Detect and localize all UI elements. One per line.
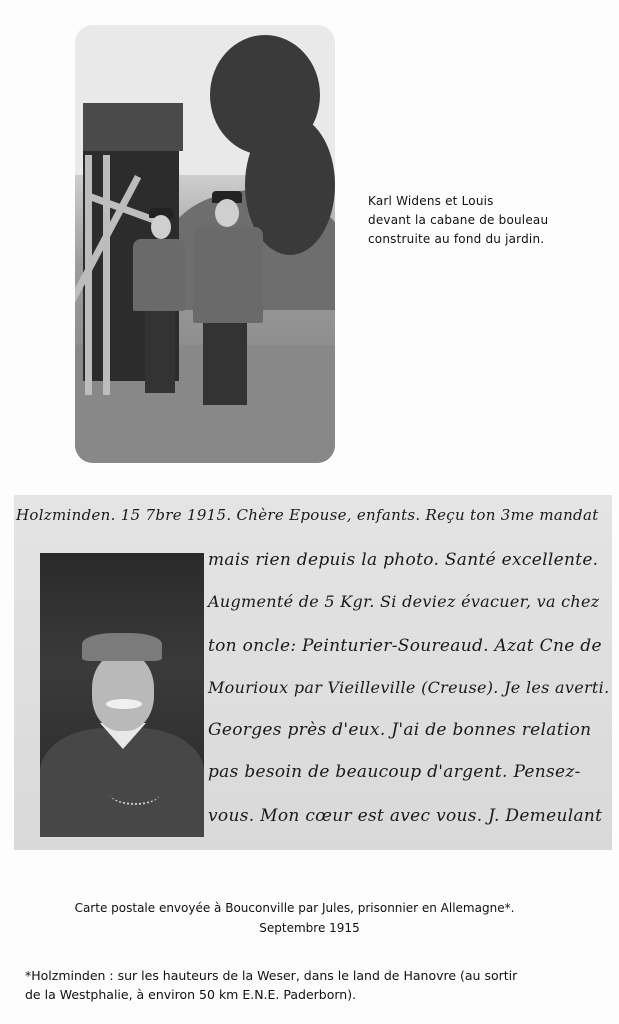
portrait-cap (82, 633, 162, 661)
portrait-face (92, 653, 154, 731)
photo-caption (368, 192, 598, 249)
postcard-text-line: Mourioux par Vieilleville (Creuse). Je les averti. (208, 678, 610, 697)
portrait-photo (40, 553, 204, 837)
cabin-roof (83, 103, 183, 151)
boy-coat (133, 239, 185, 311)
footnote-line: *Holzminden : sur les hauteurs de la Weser, dans le land de Hanovre (au sortir (25, 968, 518, 983)
portrait-mustache (106, 699, 142, 709)
postcard-caption-date: Septembre 1915 (259, 921, 360, 935)
photo-caption-line: Karl Widens et Louis (368, 194, 494, 208)
postcard-text-line: Holzminden. 15 7bre 1915. Chère Epouse, enfants. Reçu ton 3me mandat (16, 506, 599, 524)
soldier-legs (203, 323, 247, 405)
postcard-text-line: Georges près d'eux. J'ai de bonnes relation (208, 720, 592, 740)
boy-head (151, 215, 171, 239)
footnote-line: de la Westphalie, à environ 50 km E.N.E. Paderborn). (25, 987, 357, 1002)
postcard-text-line: pas besoin de beaucoup d'argent. Pensez- (208, 762, 581, 782)
postcard-caption (0, 898, 619, 938)
soldier-coat (193, 227, 263, 323)
postcard-text-line: vous. Mon cœur est avec vous. J. Demeulant (208, 806, 603, 826)
cabin-photo (75, 25, 335, 463)
postcard-text-line: ton oncle: Peinturier-Soureaud. Azat Cne de (208, 636, 602, 656)
photo-caption-line: devant la cabane de bouleau (368, 213, 549, 227)
soldier-head (215, 199, 239, 227)
boy-legs (145, 311, 175, 393)
birch-pole (103, 155, 110, 395)
postcard-caption-line: Carte postale envoyée à Bouconville par Jules, prisonnier en Allemagne*. (74, 901, 515, 915)
postcard-text-line: Augmenté de 5 Kgr. Si deviez évacuer, va chez (208, 592, 600, 611)
watch-chain (110, 783, 160, 805)
postcard-text-line: mais rien depuis la photo. Santé excellente. (208, 550, 599, 570)
photo-caption-line: construite au fond du jardin. (368, 232, 545, 246)
footnote (25, 966, 605, 1004)
